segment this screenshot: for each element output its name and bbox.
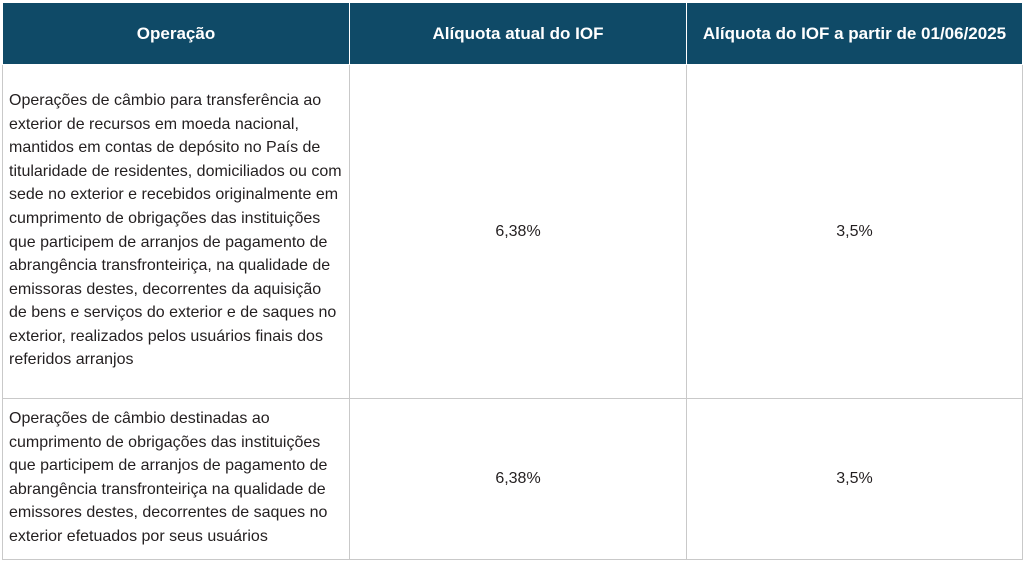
table-row xyxy=(3,65,1023,399)
aliquota-atual-cell: 6,38% xyxy=(350,399,687,560)
aliquota-nova-cell: 3,5% xyxy=(687,399,1023,560)
operacao-cell: Operações de câmbio destinadas ao cumprimento de obrigações das instituições que participem de arranjos de pagamento de abrangência transfronteiriça na qualidade de emissores destes, decorrentes de saques no exterior efetuados por seus usuários xyxy=(3,399,350,560)
operacao-cell: Operações de câmbio para transferência ao exterior de recursos em moeda nacional, mantidos em contas de depósito no País de titularidade de residentes, domiciliados ou com sede no exterior e recebidos originalmente em cumprimento de obrigações das instituições que participem de arranjos de pagamento de abrangência transfronteiriça, na qualidade de emissoras destes, decorrentes da aquisição de bens e serviços do exterior e de saques no exterior, realizados pelos usuários finais dos referidos arranjos xyxy=(3,65,350,399)
aliquota-atual-cell: 6,38% xyxy=(350,65,687,399)
header-row xyxy=(3,3,1023,65)
table-row xyxy=(3,399,1023,560)
iof-rates-table xyxy=(2,2,1023,560)
header-operacao: Operação xyxy=(3,3,350,65)
aliquota-nova-cell: 3,5% xyxy=(687,65,1023,399)
header-aliquota-atual: Alíquota atual do IOF xyxy=(350,3,687,65)
header-aliquota-nova: Alíquota do IOF a partir de 01/06/2025 xyxy=(687,3,1023,65)
